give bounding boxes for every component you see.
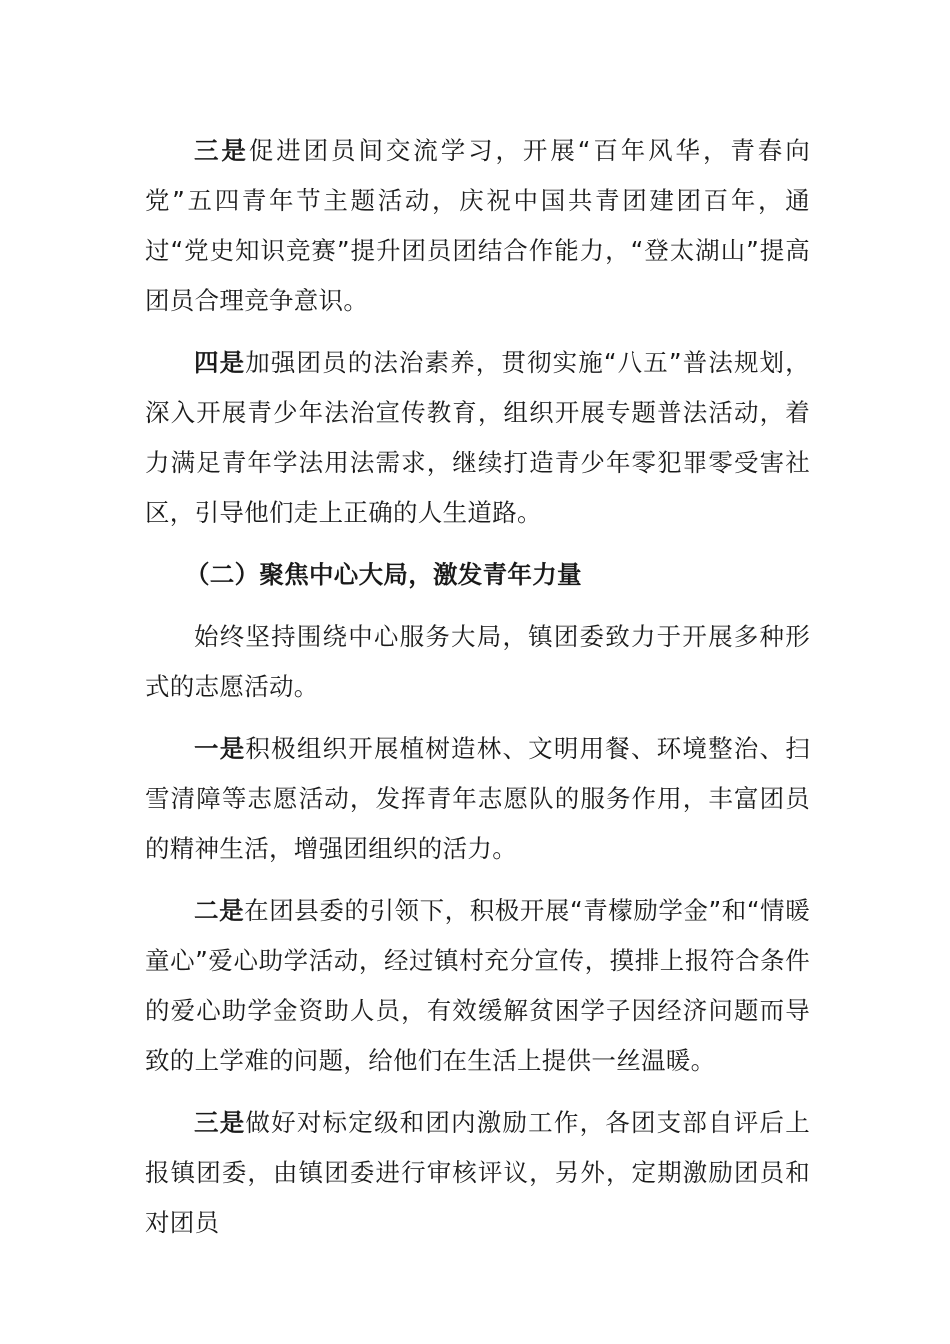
paragraph-four (145, 338, 810, 538)
paragraph-text: 加强团员的法治素养，贯彻实施“八五”普法规划，深入开展青少年法治宣传教育，组织开展专题普法活动，着力满足青年学法用法需求，继续打造青少年零犯罪零受害社区，引导他们走上正确的人生道路。 (145, 348, 810, 527)
paragraph-lead: 三是 (194, 136, 249, 165)
paragraph-text: 做好对标定级和团内激励工作，各团支部自评后上报镇团委，由镇团委进行审核评议，另外，定期激励团员和对团员 (145, 1108, 810, 1237)
paragraph-lead: 二是 (194, 896, 245, 925)
paragraph-text: 在团县委的引领下，积极开展“青檬励学金”和“情暖童心”爱心助学活动，经过镇村充分宣传，摸排上报符合条件的爱心助学金资助人员，有效缓解贫困学子因经济问题而导致的上学难的问题，给他们在生活上提供一丝温暖。 (145, 896, 810, 1075)
section-paragraph-one (145, 724, 810, 874)
paragraph-lead: 四是 (194, 348, 246, 377)
section-heading: （二）聚焦中心大局，激发青年力量 (185, 560, 582, 589)
document-body (145, 126, 810, 1260)
section-paragraph-two (145, 886, 810, 1086)
paragraph-lead: 一是 (194, 734, 246, 763)
section-paragraph-three (145, 1098, 810, 1248)
paragraph-text: 促进团员间交流学习，开展“百年风华，青春向党”五四青年节主题活动，庆祝中国共青团建团百年，通过“党史知识竞赛”提升团员团结合作能力，“登太湖山”提高团员合理竞争意识。 (145, 136, 810, 315)
paragraph-text: 积极组织开展植树造林、文明用餐、环境整治、扫雪清障等志愿活动，发挥青年志愿队的服务作用，丰富团员的精神生活，增强团组织的活力。 (145, 734, 810, 863)
paragraph-lead: 三是 (194, 1108, 246, 1137)
paragraph-three (145, 126, 810, 326)
section-intro: 始终坚持围绕中心服务大局，镇团委致力于开展多种形式的志愿活动。 (145, 622, 810, 701)
